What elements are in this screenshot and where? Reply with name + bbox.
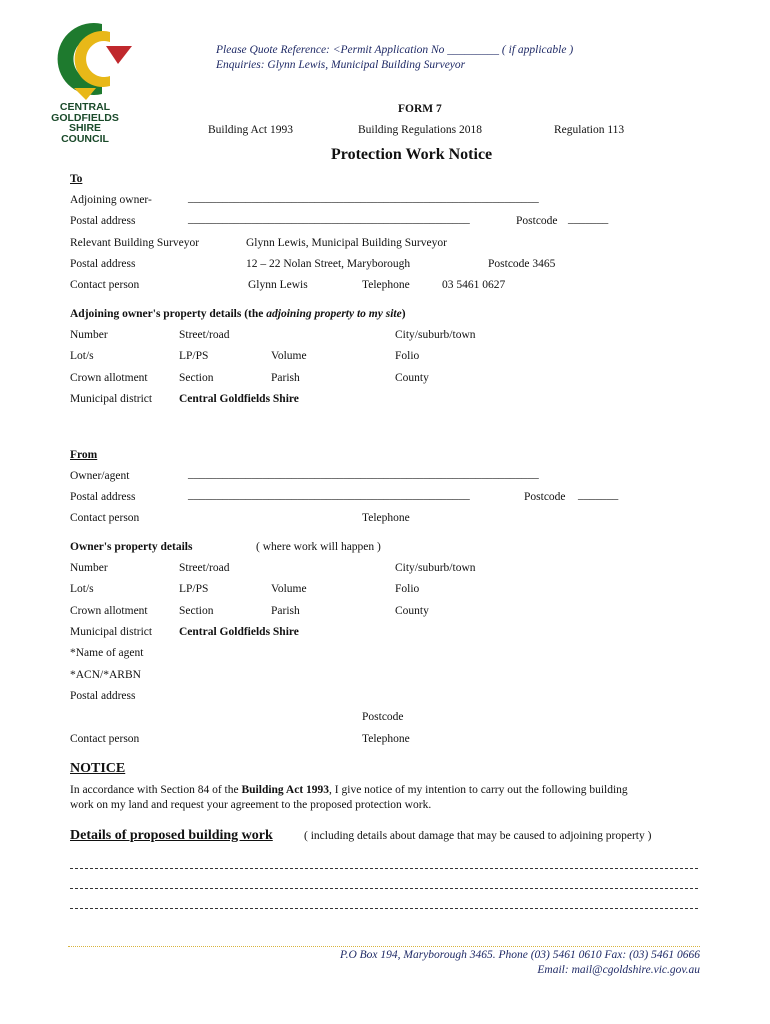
adjoining-details-heading	[70, 308, 406, 320]
enquiries: Enquiries: Glynn Lewis, Municipal Building Surveyor	[216, 59, 466, 71]
adj-lots-label: Lot/s	[70, 350, 94, 362]
from-contact-label: Contact person	[70, 512, 140, 524]
rbs-postal-value: 12 – 22 Nolan Street, Maryborough	[246, 258, 411, 270]
own-postal-label: Postal address	[70, 690, 136, 702]
adj-street-label: Street/road	[179, 329, 230, 341]
logo-line-2: GOLDFIELDS	[51, 111, 119, 124]
own-postcode-label: Postcode	[362, 711, 404, 723]
acn-label: *ACN/*ARBN	[70, 669, 141, 681]
page-title: Protection Work Notice	[331, 146, 493, 163]
from-heading: From	[70, 449, 98, 461]
own-city-label: City/suburb/town	[395, 562, 476, 574]
own-folio-label: Folio	[395, 583, 420, 595]
to-contact-label: Contact person	[70, 279, 140, 291]
own-telephone-label: Telephone	[362, 733, 410, 745]
details-line-3[interactable]	[70, 908, 698, 909]
adj-municipal-label: Municipal district	[70, 393, 153, 405]
adj-county-label: County	[395, 372, 429, 384]
own-county-label: County	[395, 605, 429, 617]
adj-city-label: City/suburb/town	[395, 329, 476, 341]
adjoining-heading-part2: adjoining property to my site	[266, 308, 402, 320]
own-street-label: Street/road	[179, 562, 230, 574]
adj-section-label: Section	[179, 372, 214, 384]
regulation-number: Regulation 113	[554, 124, 625, 136]
adj-volume-label: Volume	[271, 350, 307, 362]
from-postcode-field[interactable]: _______	[578, 489, 619, 501]
notice-heading: NOTICE	[70, 761, 126, 776]
owner-agent-field[interactable]: _____________________________________________________________	[188, 468, 539, 480]
adj-number-label: Number	[70, 329, 108, 341]
agent-name-label: *Name of agent	[70, 647, 144, 659]
details-line-2[interactable]	[70, 888, 698, 889]
from-telephone-label: Telephone	[362, 512, 410, 524]
to-postcode-field[interactable]: _______	[568, 213, 609, 225]
footer-email: Email: mail@cgoldshire.vic.gov.au	[537, 964, 700, 976]
logo-red-triangle	[106, 46, 132, 64]
own-number-label: Number	[70, 562, 108, 574]
owner-details-heading: Owner's property details	[70, 541, 193, 553]
form-number: FORM 7	[398, 103, 442, 115]
own-parish-label: Parish	[271, 605, 300, 617]
adj-parish-label: Parish	[271, 372, 300, 384]
adj-crown-label: Crown allotment	[70, 372, 148, 384]
regulations-label: Building Regulations 2018	[358, 124, 482, 136]
details-note: ( including details about damage that may be caused to adjoining property )	[304, 830, 652, 842]
details-heading: Details of proposed building work	[70, 828, 273, 843]
to-postal-field[interactable]: _________________________________________________	[188, 213, 470, 225]
council-logo	[40, 18, 135, 103]
adjoining-heading-part1: Adjoining owner's property details (the	[70, 308, 267, 320]
rbs-postal-label: Postal address	[70, 258, 136, 270]
adj-folio-label: Folio	[395, 350, 420, 362]
adjoining-owner-field[interactable]: _____________________________________________________________	[188, 192, 539, 204]
adjoining-heading-part3: )	[401, 308, 406, 320]
adjoining-owner-label: Adjoining owner-	[70, 194, 152, 206]
from-postcode-label: Postcode	[524, 491, 566, 503]
rbs-value: Glynn Lewis, Municipal Building Surveyor	[246, 237, 447, 249]
logo-line-1: CENTRAL	[59, 101, 111, 113]
own-volume-label: Volume	[271, 583, 307, 595]
logo-line-3: SHIRE	[68, 122, 102, 134]
logo-wordmark	[40, 102, 130, 144]
owner-agent-label: Owner/agent	[70, 470, 130, 482]
notice-text-line1	[70, 784, 628, 796]
adj-lpps-label: LP/PS	[179, 350, 209, 362]
owner-details-note: ( where work will happen )	[256, 541, 381, 553]
from-postal-label: Postal address	[70, 491, 136, 503]
to-contact-value: Glynn Lewis	[248, 279, 308, 291]
to-telephone-value: 03 5461 0627	[442, 279, 506, 291]
notice-text-act: Building Act 1993	[241, 784, 330, 796]
notice-text-part1: In accordance with Section 84 of the	[70, 784, 242, 796]
own-lots-label: Lot/s	[70, 583, 94, 595]
notice-text-part3: , I give notice of my intention to carry out the following building	[329, 784, 628, 796]
to-heading: To	[70, 173, 83, 185]
footer-address: P.O Box 194, Maryborough 3465. Phone (03) 5461 0610 Fax: (03) 5461 0666	[340, 949, 700, 961]
from-postal-field[interactable]: _________________________________________________	[188, 489, 470, 501]
quote-reference: Please Quote Reference: <Permit Application No _________ ( if applicable )	[216, 44, 574, 56]
own-section-label: Section	[179, 605, 214, 617]
to-postcode-label: Postcode	[516, 215, 558, 227]
footer-divider	[68, 946, 700, 947]
act-label: Building Act 1993	[208, 124, 293, 136]
to-postal-label: Postal address	[70, 215, 136, 227]
notice-text-line2: work on my land and request your agreement to the proposed protection work.	[70, 799, 432, 811]
logo-line-4: COUNCIL	[61, 132, 109, 145]
own-contact-label: Contact person	[70, 733, 140, 745]
own-crown-label: Crown allotment	[70, 605, 148, 617]
rbs-postcode: Postcode 3465	[488, 258, 556, 270]
details-line-1[interactable]	[70, 868, 698, 869]
to-telephone-label: Telephone	[362, 279, 410, 291]
adj-municipal-value: Central Goldfields Shire	[179, 393, 299, 405]
own-lpps-label: LP/PS	[179, 583, 209, 595]
own-municipal-label: Municipal district	[70, 626, 153, 638]
own-municipal-value: Central Goldfields Shire	[179, 626, 299, 638]
rbs-label: Relevant Building Surveyor	[70, 237, 200, 249]
